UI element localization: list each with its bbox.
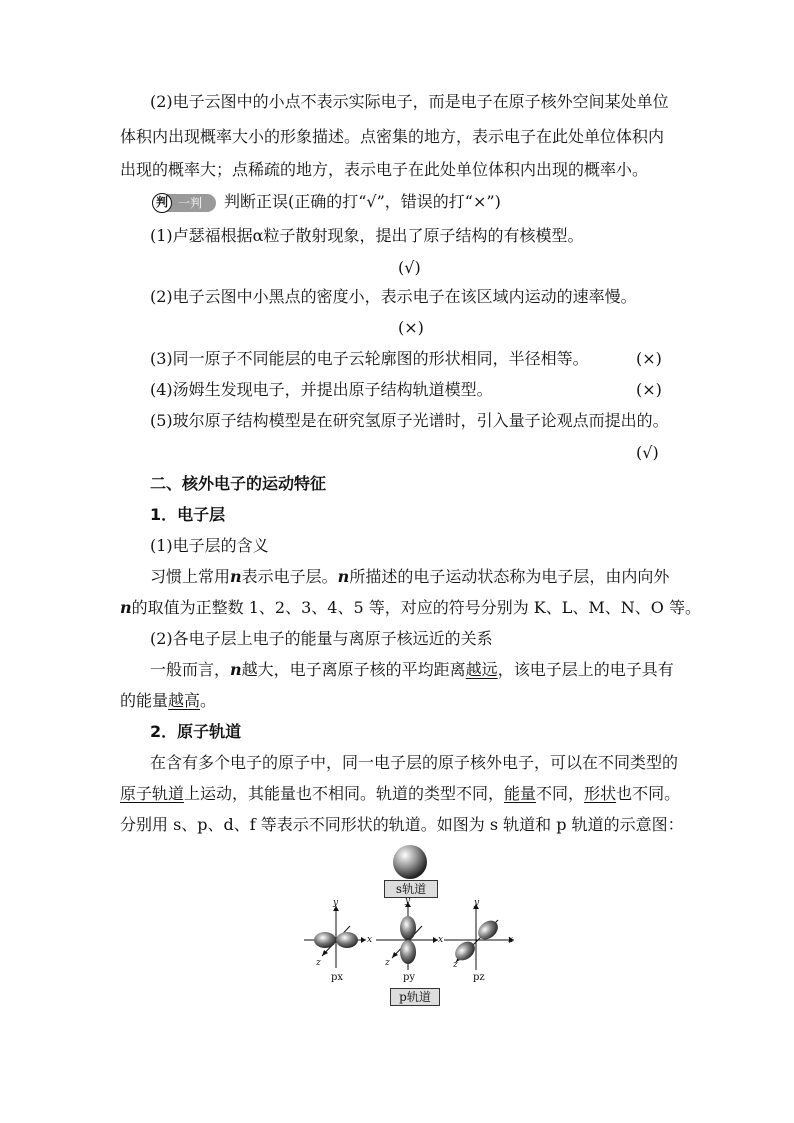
p-orbital-label: p轨道 [390,988,440,1006]
axis-label-z: z [385,958,390,968]
judge-item-1: (1)卢瑟福根据α粒子散射现象，提出了原子结构的有核模型。 [150,226,584,245]
axis-label-y: y [405,896,411,906]
var-n: n [120,598,132,617]
judge-item-4: (4)汤姆生发现电子，并提出原子结构轨道模型。 [150,380,493,399]
para-orbital-1: 在含有多个电子的原子中，同一电子层的原子核外电子，可以在不同类型的 [150,753,679,772]
judge-badge-text: 一判 [178,196,203,210]
judge-item-2: (2)电子云图中小黑点的密度小，表示电子在该区域内运动的速率慢。 [150,287,637,306]
px-label: px [331,972,344,983]
para-orbital-3: 分别用 s、p、d、f 等表示不同形状的轨道。如图为 s 轨道和 p 轨道的示意图： [120,815,684,834]
judge-answer-5: (√) [636,443,659,462]
axis-label-z: z [453,960,458,970]
judge-answer-1: (√) [398,258,421,277]
judge-title: 判断正误(正确的打“√”，错误的打“×”) [224,192,501,211]
para-line-1: (2)电子云图中的小点不表示实际电子，而是电子在原子核外空间某处单位 [150,92,669,111]
para-electron-layer-1: 习惯上常用n表示电子层。n所描述的电子运动状态称为电子层，由内向外 [150,567,670,586]
axis-label-x: x [508,935,514,945]
axis-label-x: x [367,935,373,945]
subheading-2: 2．原子轨道 [150,722,242,741]
p-orbitals-diagram [304,900,524,980]
para-energy-2: 的能量越高。 [120,691,217,710]
judge-item-5: (5)玻尔原子结构模型是在研究氢原子光谱时，引入量子论观点而提出的。 [150,411,669,430]
pz-label: pz [473,972,485,983]
judge-answer-4: (×) [636,380,662,399]
axis-label-y: y [474,898,480,908]
axis-label-z: z [316,958,321,968]
axis-label-y: y [333,898,339,908]
subheading-1a: (1)电子层的含义 [150,536,269,555]
para-electron-layer-2: n的取值为正整数 1、2、3、4、5 等，对应的符号分别为 K、L、M、N、O 等。 [120,598,701,617]
axis-label-x: x [438,935,444,945]
judge-answer-2: (×) [398,318,424,337]
para-orbital-2: 原子轨道上运动，其能量也不相同。轨道的类型不同，能量不同，形状也不同。 [120,784,681,803]
s-orbital-label: s轨道 [384,880,438,898]
blank-answer-shape: 形状 [584,784,617,803]
subheading-1: 1．电子层 [150,505,226,524]
judge-item-3: (3)同一原子不同能层的电子云轮廓图的形状相同，半径相等。 [150,349,589,368]
var-n: n [230,660,242,679]
px-orbital [304,906,366,968]
blank-answer-high: 越高 [168,691,201,710]
blank-answer-far: 越远 [465,660,498,679]
py-label: py [403,972,416,983]
para-line-3: 出现的概率大；点稀疏的地方，表示电子在此处单位体积内出现的概率小。 [120,160,649,179]
section-heading: 二、核外电子的运动特征 [150,474,327,493]
judge-header [152,192,501,212]
var-n: n [337,567,350,586]
blank-answer-energy: 能量 [504,784,537,803]
judge-badge-char: 判 [152,193,172,213]
judge-badge [152,194,216,212]
para-energy-1: 一般而言，n越大，电子离原子核的平均距离越远，该电子层上的电子具有 [150,660,674,679]
judge-answer-3: (×) [636,349,662,368]
s-orbital-sphere [390,842,430,882]
var-n: n [230,567,242,586]
blank-answer-orbital: 原子轨道 [120,784,185,803]
para-line-2: 体积内出现概率大小的形象描述。点密集的地方，表示电子在此处单位体积内 [120,127,665,146]
subheading-1b: (2)各电子层上电子的能量与离原子核远近的关系 [150,629,493,648]
